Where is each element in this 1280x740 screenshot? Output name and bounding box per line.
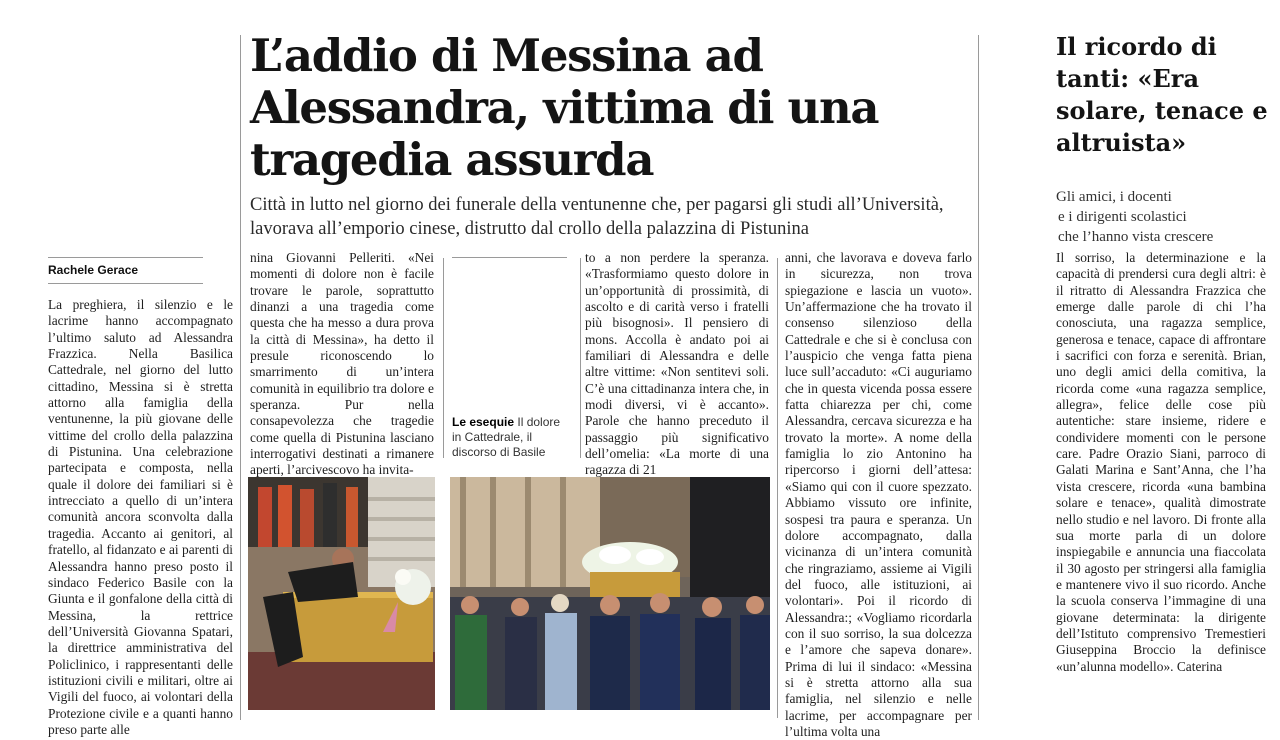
sidebar-subtitle: [1056, 187, 1271, 247]
caption-label: Le esequie: [452, 415, 515, 429]
column-divider-left: [240, 35, 241, 720]
byline-rule-bottom: [48, 283, 203, 284]
caption-rule: [452, 257, 567, 258]
article-column-3: to a non perdere la speranza. «Trasformiamo questo dolore in un’opportunità di prossimità, di ascolto e di carità verso i fratelli più bisognosi». Il pensiero di mons. Accolla è andato poi ai familiari di Alessandra e delle altre vittime: «Non sentitevi soli. C’è una cittadinanza intera che, in modi diversi, vi è accanto». Parole che hanno preceduto il passaggio più significativo dell’omelia: «La morte di una ragazza di 21: [585, 250, 769, 478]
column-rule-3: [443, 258, 444, 458]
sidebar-subtitle-line: che l’hanno vista crescere: [1058, 229, 1214, 245]
column-rule-5: [777, 258, 778, 718]
byline-rule: [48, 257, 203, 258]
photo-caption: [452, 415, 572, 460]
author-byline: Rachele Gerace: [48, 263, 139, 277]
sidebar-subtitle-line: e i dirigenti scolastici: [1058, 209, 1187, 225]
sidebar-headline: Il ricordo di tanti: «Era solare, tenace e altruista»: [1056, 32, 1268, 157]
sidebar-subtitle-line: Gli amici, i docenti: [1056, 189, 1172, 205]
funeral-photo-procession: [450, 477, 770, 710]
column-rule-4: [580, 258, 581, 458]
column-divider-right: [978, 35, 979, 720]
funeral-photo-mourner: [248, 477, 435, 710]
article-subtitle: Città in lutto nel giorno dei funerale della ventunenne che, per pagarsi gli studi all’Università, lavorava all’emporio cinese, distrutto dal crollo della palazzina di Pistunina: [250, 195, 944, 239]
article-column-1: La preghiera, il silenzio e le lacrime hanno accompagnato l’ultimo saluto ad Alessandra Frazzica. Nella Basilica Cattedrale, nel giorno del lutto cittadino, Messina si è stretta attorno alla famiglia della ventunenne, la più giovane delle vittime del crollo della palazzina di Pistunina. Una celebrazione partecipata e composta, nella quale il dolore dei familiari si è intrecciato a quello di un’intera comunità ancora sconvolta dalla tragedia. Accanto ai genitori, al fratello, al fidanzato e ai parenti di Alessandra hanno preso posto il sindaco Federico Basile con la Giunta e il gonfalone della città di Messina, la rettrice dell’Università Giovanna Spatari, la direttrice amministrativa del Policlinico, i rappresentanti delle istituzioni civili e militari, oltre ai Vigili del fuoco, ai volontari della Protezione civile e a quanti hanno preso parte alle: [48, 297, 233, 737]
article-column-2: nina Giovanni Pelleriti. «Nei momenti di dolore non è facile trovare le parole, soprattutto dinanzi a una tragedia come questa che ha messo a dura prova la città di Messina», ha detto il presule riconoscendo lo smarrimento di un’intera comunità in equilibrio tra dolore e speranza. Pur nella consapevolezza che tragedie come quella di Pistunina lasciano interrogativi destinati a rimanere aperti, l’arcivescovo ha invita-: [250, 250, 434, 478]
article-headline: L’addio di Messina ad Alessandra, vittima di una tragedia assurda: [250, 29, 879, 186]
article-column-4: anni, che lavorava e doveva farlo in sicurezza, non trova spiegazione e lascia un vuoto». Un’affermazione che ha trovato il consenso silenzioso della Cattedrale e che si è conclusa con l’auspicio che venga fatta piena luce sull’accaduto: «Ci auguriamo che in questa vicenda possa essere fatta chiarezza per chi, come Alessandra, cercava sicurezza e ha trovato la morte». A nome della famiglia lo zio Antonino ha ripercorso i giorni dell’attesa: «Siamo qui con il cuore spezzato. Abbiamo vissuto ore infinite, sospesi tra paura e speranza. Un dolore accompagnato, dalla vicinanza di un’intera comunità che ringraziamo, assieme ai Vigili del fuoco, alle istituzioni, ai volontari». Poi il ricordo di Alessandra:; «Vogliamo ricordarla con il suo sorriso, la sua dolcezza e l’amore che sapeva donare». Prima di lui il sindaco: «Messina si è stretta attorno alla sua famiglia, nel silenzio e nelle lacrime, per accompagnare per l’ultima volta una: [785, 250, 972, 739]
caption-text: Il dolore in Cattedrale, il discorso di Basile: [452, 415, 561, 459]
sidebar-body: Il sorriso, la determinazione e la capacità di prendersi cura degli altri: è il ritratto di Alessandra Frazzica che emerge dalle parole di chi l’ha conosciuta, una ragazza semplice, generosa e tenace, capace di affrontare i sacrifici con forza e serenità. Brian, uno degli amici della comitiva, la ricorda come «una ragazza semplice, allegra», felice delle cose più autentiche: stare insieme, ridere e condividere momenti con le persone care. Padre Orazio Siani, parroco di Galati Marina e Sant’Anna, che l’ha vista crescere, ricorda «una bambina solare e tenace», qualità dimostrate nello studio e nel lavoro. Di fronte alla sua morte parla di un dolore inspiegabile e annuncia una fiaccolata il 30 agosto per stringersi alla famiglia e mantenere vivo il suo ricordo. Anche la scuola conserva l’immagine di una giovane determinata: la dirigente dell’Istituto comprensivo Tremestieri Giuseppina Broccio la definisce «un’alunna modello». Caterina: [1056, 250, 1266, 674]
